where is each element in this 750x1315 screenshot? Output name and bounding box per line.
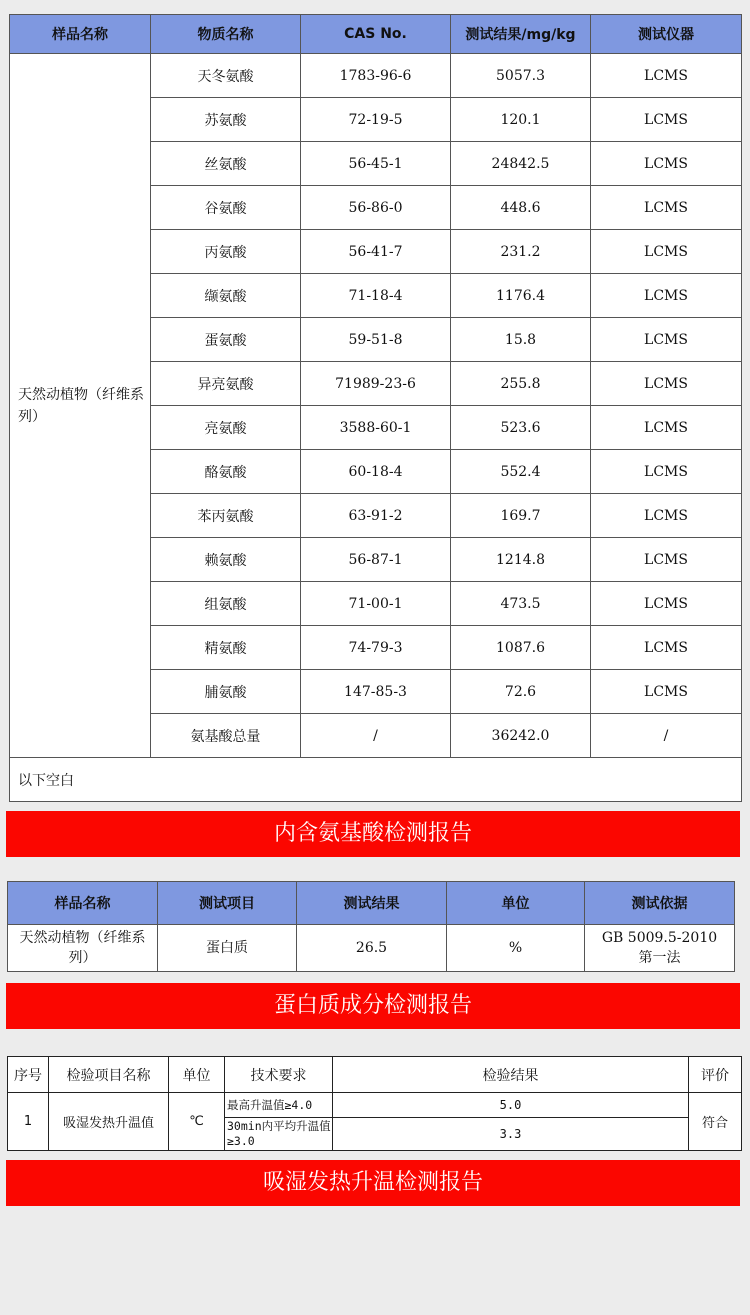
result-value-cell: 523.6 [451, 406, 591, 450]
amino-acid-table [9, 14, 742, 802]
result-value-cell: 552.4 [451, 450, 591, 494]
result-cell: 26.5 [297, 925, 447, 972]
col-header-cas: CAS No. [301, 15, 451, 54]
substance-name-cell: 谷氨酸 [151, 186, 301, 230]
col-header-sample: 样品名称 [8, 882, 158, 925]
sample-name-cell: 天然动植物（纤维系列） [10, 54, 151, 758]
protein-report-banner: 蛋白质成分检测报告 [6, 983, 740, 1029]
cas-number-cell: 71-00-1 [301, 582, 451, 626]
col-header-sample: 样品名称 [10, 15, 151, 54]
blank-below-note: 以下空白 [10, 758, 742, 802]
substance-name-cell: 缬氨酸 [151, 274, 301, 318]
col-header-instrument: 测试仪器 [591, 15, 742, 54]
basis-standard: GB 5009.5-2010 [601, 930, 718, 946]
col-header-evaluation: 评价 [689, 1057, 742, 1093]
col-header-result: 测试结果/mg/kg [451, 15, 591, 54]
result-value-cell: 24842.5 [451, 142, 591, 186]
table-row [10, 54, 742, 98]
table-row [8, 925, 735, 972]
substance-name-cell: 脯氨酸 [151, 670, 301, 714]
result-value-cell: 448.6 [451, 186, 591, 230]
result-value-cell: 5057.3 [451, 54, 591, 98]
test-item-cell: 蛋白质 [158, 925, 297, 972]
cas-number-cell: 74-79-3 [301, 626, 451, 670]
result-value-cell: 36242.0 [451, 714, 591, 758]
instrument-cell: LCMS [591, 362, 742, 406]
col-header-basis: 测试依据 [585, 882, 735, 925]
substance-name-cell: 赖氨酸 [151, 538, 301, 582]
col-header-result: 测试结果 [297, 882, 447, 925]
instrument-cell: LCMS [591, 582, 742, 626]
unit-cell: ℃ [169, 1093, 225, 1151]
instrument-cell: LCMS [591, 54, 742, 98]
cas-number-cell: 56-41-7 [301, 230, 451, 274]
heat-test-table [7, 1056, 742, 1151]
instrument-cell: LCMS [591, 670, 742, 714]
col-header-requirement: 技术要求 [225, 1057, 333, 1093]
cas-number-cell: 56-45-1 [301, 142, 451, 186]
cas-number-cell: 71989-23-6 [301, 362, 451, 406]
col-header-item: 测试项目 [158, 882, 297, 925]
substance-name-cell: 异亮氨酸 [151, 362, 301, 406]
protein-table [7, 881, 735, 972]
col-header-item: 检验项目名称 [49, 1057, 169, 1093]
cas-number-cell: 63-91-2 [301, 494, 451, 538]
col-header-result: 检验结果 [333, 1057, 689, 1093]
cas-number-cell: 56-87-1 [301, 538, 451, 582]
substance-name-cell: 苏氨酸 [151, 98, 301, 142]
substance-name-cell: 氨基酸总量 [151, 714, 301, 758]
cas-number-cell: 71-18-4 [301, 274, 451, 318]
substance-name-cell: 丙氨酸 [151, 230, 301, 274]
instrument-cell: LCMS [591, 318, 742, 362]
substance-name-cell: 天冬氨酸 [151, 54, 301, 98]
instrument-cell: LCMS [591, 538, 742, 582]
cas-number-cell: 3588-60-1 [301, 406, 451, 450]
result-value-cell: 255.8 [451, 362, 591, 406]
instrument-cell: LCMS [591, 274, 742, 318]
result-value-cell: 120.1 [451, 98, 591, 142]
table-header-row [10, 15, 742, 54]
basis-method: 第一法 [638, 950, 681, 966]
cas-number-cell: 1783-96-6 [301, 54, 451, 98]
instrument-cell: LCMS [591, 450, 742, 494]
instrument-cell: LCMS [591, 494, 742, 538]
substance-name-cell: 丝氨酸 [151, 142, 301, 186]
table-row [8, 1093, 742, 1118]
col-header-substance: 物质名称 [151, 15, 301, 54]
result-value-cell: 231.2 [451, 230, 591, 274]
instrument-cell: / [591, 714, 742, 758]
result-value-cell: 1214.8 [451, 538, 591, 582]
col-header-unit: 单位 [447, 882, 585, 925]
substance-name-cell: 蛋氨酸 [151, 318, 301, 362]
heat-report-banner: 吸湿发热升温检测报告 [6, 1160, 740, 1206]
substance-name-cell: 精氨酸 [151, 626, 301, 670]
table-footer-row [10, 758, 742, 802]
substance-name-cell: 组氨酸 [151, 582, 301, 626]
instrument-cell: LCMS [591, 230, 742, 274]
row-number-cell: 1 [8, 1093, 49, 1151]
col-header-unit: 单位 [169, 1057, 225, 1093]
table-header-row [8, 1057, 742, 1093]
substance-name-cell: 亮氨酸 [151, 406, 301, 450]
instrument-cell: LCMS [591, 142, 742, 186]
result-max-cell: 5.0 [333, 1093, 689, 1118]
amino-acid-report-banner: 内含氨基酸检测报告 [6, 811, 740, 857]
instrument-cell: LCMS [591, 626, 742, 670]
requirement-max-cell: 最高升温值≥4.0 [225, 1093, 333, 1118]
col-header-no: 序号 [8, 1057, 49, 1093]
instrument-cell: LCMS [591, 406, 742, 450]
result-value-cell: 473.5 [451, 582, 591, 626]
result-value-cell: 15.8 [451, 318, 591, 362]
instrument-cell: LCMS [591, 186, 742, 230]
sample-name-cell: 天然动植物（纤维系列） [8, 925, 158, 972]
evaluation-cell: 符合 [689, 1093, 742, 1151]
item-name-cell: 吸湿发热升温值 [49, 1093, 169, 1151]
requirement-avg-cell: 30min内平均升温值≥3.0 [225, 1118, 333, 1151]
cas-number-cell: 59-51-8 [301, 318, 451, 362]
substance-name-cell: 苯丙氨酸 [151, 494, 301, 538]
cas-number-cell: 60-18-4 [301, 450, 451, 494]
cas-number-cell: / [301, 714, 451, 758]
substance-name-cell: 酪氨酸 [151, 450, 301, 494]
result-value-cell: 72.6 [451, 670, 591, 714]
result-value-cell: 169.7 [451, 494, 591, 538]
cas-number-cell: 147-85-3 [301, 670, 451, 714]
table-header-row [8, 882, 735, 925]
basis-cell [585, 925, 735, 972]
instrument-cell: LCMS [591, 98, 742, 142]
result-value-cell: 1087.6 [451, 626, 591, 670]
result-avg-cell: 3.3 [333, 1118, 689, 1151]
cas-number-cell: 72-19-5 [301, 98, 451, 142]
cas-number-cell: 56-86-0 [301, 186, 451, 230]
unit-cell: % [447, 925, 585, 972]
result-value-cell: 1176.4 [451, 274, 591, 318]
